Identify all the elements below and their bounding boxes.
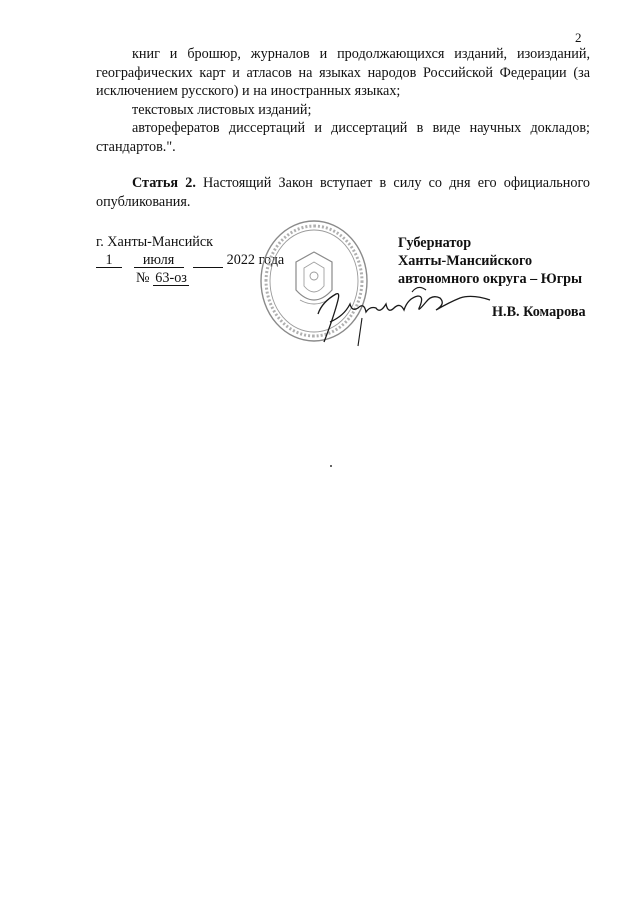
law-number-label: № [136, 270, 150, 286]
governor-line-2: Ханты-Мансийского [398, 253, 533, 269]
scan-speck [330, 465, 332, 467]
paragraph-dissertations: авторефератов диссертаций и диссертаций в виде научных докладов; стандартов.". [96, 120, 590, 155]
page-number: 2 [575, 30, 582, 45]
document-body [96, 45, 590, 211]
article-2 [96, 174, 590, 211]
law-number [136, 270, 189, 287]
paragraph-sheet-editions: текстовых листовых изданий; [132, 101, 312, 118]
signing-place: г. Ханты-Мансийск [96, 234, 214, 250]
article-2-text: Настоящий Закон вступает в силу со дня его официального опубликования. [96, 175, 591, 210]
date-year-blank [193, 253, 223, 268]
governor-line-1: Губернатор [398, 235, 472, 251]
date-year: 2022 года [226, 252, 285, 268]
date-month: июля [134, 253, 184, 268]
law-number-value: 63-оз [153, 271, 189, 286]
governor-title [398, 234, 582, 288]
signing-date [96, 252, 284, 269]
governor-line-3: автономного округа – Югры [398, 271, 583, 287]
paragraph-publications: книг и брошюр, журналов и продолжающихся изданий, изоизданий, географических карт и атласов на языках народов Российской Федерации (за исключением русского) и на иностранных языках; [96, 46, 590, 99]
governor-name: Н.В. Комарова [492, 304, 586, 320]
article-2-label: Статья 2. [132, 175, 196, 191]
date-day: 1 [96, 253, 122, 268]
